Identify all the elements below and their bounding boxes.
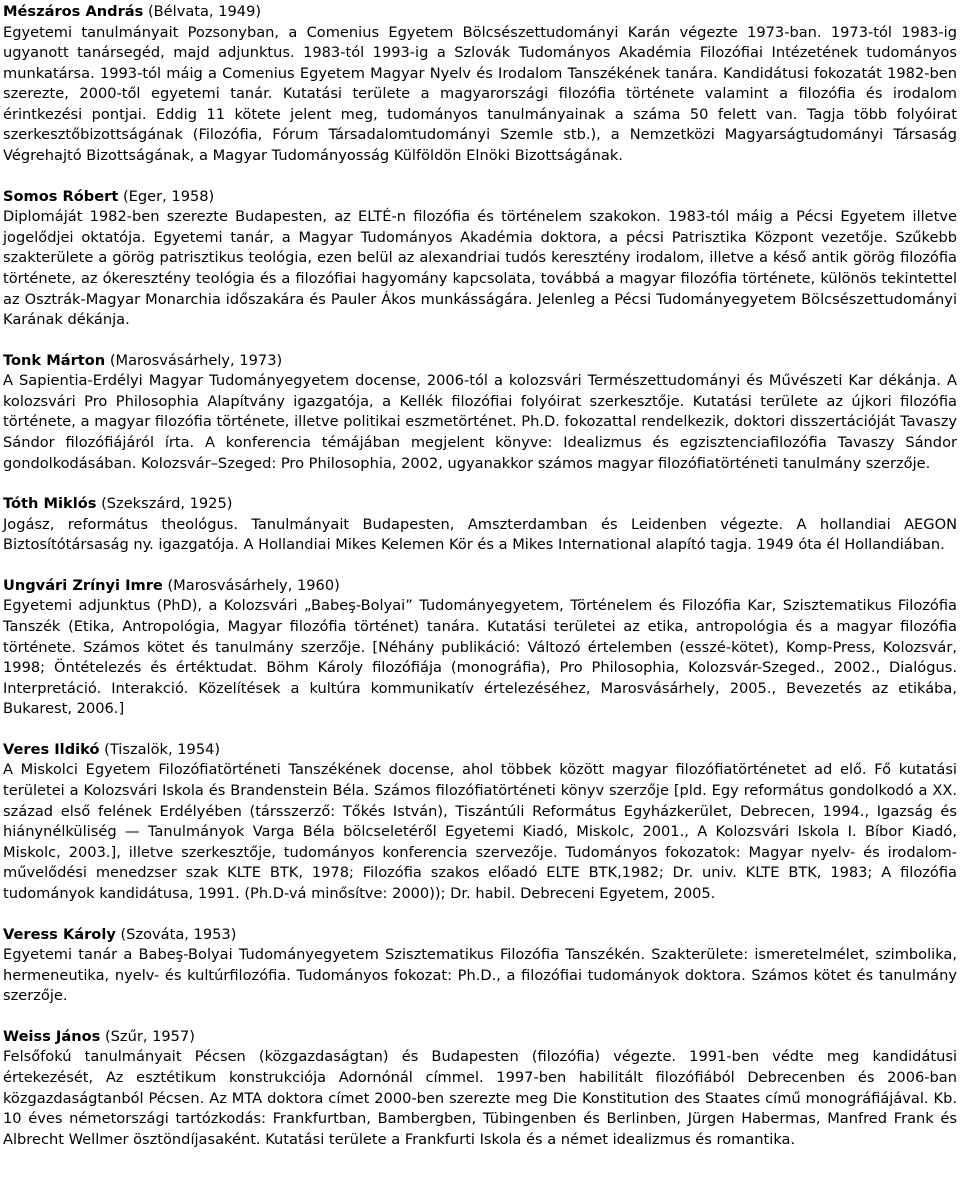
author-name: Weiss János [3,1027,101,1045]
author-birth-info: (Marosvásárhely, 1960) [167,576,340,594]
author-bio: Jogász, református theológus. Tanulmányait Budapesten, Amszterdamban és Leidenben végezte. A hollandiai AEGON Biztosítótársaság ny. igazgatója. A Hollandiai Mikes Kelemen Kör és a Mikes International alapító tagja. 1949 óta él Hollandiában. [3,515,957,554]
entry-heading [3,925,957,946]
entry-heading [3,494,957,515]
author-bio: Egyetemi tanulmányait Pozsonyban, a Comenius Egyetem Bölcsészettudományi Karán végezte 1973-ban. 1973-tól 1983-ig ugyanott tanársegéd, majd adjunktus. 1983-tól 1993-ig a Szlovák Tudományos Akadémia Filozófiai Intézetének tudományos munkatársa. 1993-tól máig a Comenius Egyetem Magyar Nyelv és Irodalom Tanszékének tanára. Kandidátusi fokozatát 1982-ben szerezte, 2000-től egyetemi tanár. Kutatási területe a magyarországi filozófia története valamint a filozófia és irodalom érintkezési pontjai. Eddig 11 kötete jelent meg, tudományos tanulmányainak a száma 50 felett van. Tagja több folyóirat szerkesztőbizottságának (Filozófia, Fórum Társadalomtudományi Szemle stb.), a Nemzetközi Magyarságtudományi Társaság Végrehajtó Bizottságának, a Magyar Tudományosság Külföldön Elnöki Bizottságának. [3,23,957,165]
bio-entry-veres [3,740,957,905]
author-name: Veres Ildikó [3,740,100,758]
author-birth-info: (Marosvásárhely, 1973) [109,351,283,369]
author-birth-info: (Szováta, 1953) [120,925,237,943]
author-name: Somos Róbert [3,187,119,205]
entry-heading [3,740,957,761]
bio-entry-meszaros [3,2,957,167]
bio-entry-ungvari [3,576,957,720]
author-name: Mészáros András [3,3,144,20]
author-birth-info: (Szűr, 1957) [104,1027,195,1045]
author-bio: Egyetemi adjunktus (PhD), a Kolozsvári „Babeş-Bolyai” Tudományegyetem, Történelem és Filozófia Kar, Szisztematikus Filozófia Tanszék (Etika, Antropológia, Magyar filozófia történet) tanára. Kutatási területei az etika, antropológia és a magyar filozófia története. Számos kötet és tanulmány szerzője. [Néhány publikáció: Változó értelemben (esszé-kötet), Komp-Press, Kolozsvár, 1998; Öntételezés és értéktudat. Böhm Károly filozófiája (monográfia), Pro Philosophia, Kolozsvár-Szeged., 2002., Dialógus. Interpretáció. Interakció. Közelítések a kultúra kommunikatív értelezéséhez, Marosvásárhely, 2005., Bevezetés az etikába, Bukarest, 2006.] [3,597,957,718]
author-birth-info: (Tiszalök, 1954) [104,740,221,758]
entry-heading [3,1027,957,1048]
author-bio: Diplomáját 1982-ben szerezte Budapesten, az ELTÉ-n filozófia és történelem szakokon. 1983-tól máig a Pécsi Egyetem illetve jogelődjei oktatója. Egyetemi tanár, a Magyar Tudományos Akadémia doktora, a pécsi Patrisztika Központ vezetője. Szűkebb szakterülete a görög patrisztikus teológia, ezen belül az alexandriai tudós keresztény irodalom, illetve a késő antik görög filozófia története, az ókeresztény teológia és a filozófiai hagyomány kapcsolata, továbbá a magyar filozófia története, különös tekintettel az Osztrák-Magyar Monarchia időszakára és Pauler Ákos munkásságára. Jelenleg a Pécsi Tudományegyetem Bölcsészettudományi Karának dékánja. [3,208,957,329]
author-birth-info: (Szekszárd, 1925) [101,495,233,513]
bio-entry-veress [3,925,957,1007]
bio-entry-toth [3,494,957,556]
author-name: Tonk Márton [3,351,106,369]
bio-entry-somos [3,187,957,331]
author-bio: A Miskolci Egyetem Filozófiatörténeti Tanszékének docense, ahol többek között magyar filozófiatörténetet ad elő. Fő kutatási területei a Kolozsvári Iskola és Brandenstein Béla. Számos filozófiatörténeti könyv szerzője [pld. Egy református gondolkodó a XX. század első felének Erdélyében (társszerző: Tőkés István), Tiszántúli Református Egyházkerület, Debrecen, 1994., Igazság és hiánynélküliség — Tanulmányok Varga Béla bölcseletéről Egyetemi Kiadó, Miskolc, 2001., A Kolozsvári Iskola I. Bíbor Kiadó, Miskolc, 2003.], illetve szerkesztője, tudományos konferencia szervezője. Tudományos fokozatok: Magyar nyelv- és irodalom- művelődési menedzser szak KLTE BTK, 1978; Filozófia szakos előadó ELTE BTK,1982; Dr. univ. KLTE BTK, 1983; A filozófia tudományok kandidátusa, 1991. (Ph.D-vá minősítve: 2000)); Dr. habil. Debreceni Egyetem, 2005. [3,761,957,902]
author-birth-info: (Eger, 1958) [122,187,215,205]
author-birth-info: (Bélvata, 1949) [147,3,262,20]
author-bio: Egyetemi tanár a Babeş-Bolyai Tudományegyetem Szisztematikus Filozófia Tanszékén. Szakterülete: ismeretelmélet, szimbolika, hermeneutika, nyelv- és kultúrfilozófia. Tudományos fokozat: Ph.D., a filozófiai tudományok doktora. Számos kötet és tanulmány szerzője. [3,946,957,1005]
author-bio: Felsőfokú tanulmányait Pécsen (közgazdaságtan) és Budapesten (filozófia) végezte. 1991-ben védte meg kandidátusi értekezését, Az esztétikum konstrukciója Adornónál címmel. 1997-ben habilitált filozófiából Debrecenben és 2006-ban közgazdaságtanból Pécsen. Az MTA doktora címet 2000-ben szerezte meg Die Konstitution des Staates című monográfiájával. Kb. 10 éves németországi tartózkodás: Frankfurtban, Bambergben, Tübingenben és Berlinben, Jürgen Habermas, Manfred Frank és Albrecht Wellmer ösztöndíjasaként. Kutatási területe a Frankfurti Iskola és a német idealizmus és romantika. [3,1048,957,1148]
author-name: Tóth Miklós [3,495,97,513]
entry-heading [3,576,957,597]
bio-entry-tonk [3,351,957,474]
entry-heading [3,351,957,372]
author-bio: A Sapientia-Erdélyi Magyar Tudományegyetem docense, 2006-tól a kolozsvári Természettudományi és Művészeti Kar dékánja. A kolozsvári Pro Philosophia Alapítvány igazgatója, a Kellék filozófiai folyóirat szerkesztője. Kutatási területe az újkori filozófia története, a magyar filozófia története, illetve politikai eszmetörténet. Ph.D. fokozattal rendelkezik, doktori disszertációját Tavaszy Sándor filozófiájáról írta. A konferencia témájában megjelent könyve: Idealizmus és egzisztenciafilozófia Tavaszy Sándor gondolkodásában. Kolozsvár–Szeged: Pro Philosophia, 2002, ugyanakkor számos magyar filozófiatörténeti tanulmány szerzője. [3,372,957,472]
bio-entry-weiss [3,1027,957,1150]
author-name: Veress Károly [3,925,116,943]
entry-heading [3,187,957,208]
entry-heading [3,2,957,23]
author-name: Ungvári Zrínyi Imre [3,576,163,594]
